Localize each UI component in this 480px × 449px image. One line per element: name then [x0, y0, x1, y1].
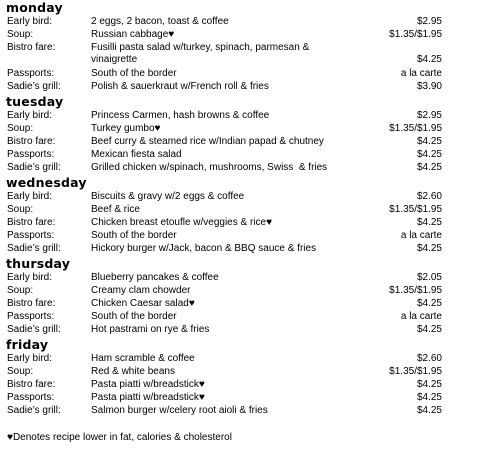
item-description: South of the border	[91, 311, 177, 322]
item-description: 2 eggs, 2 bacon, toast & coffee	[91, 16, 229, 27]
category-label: Early bird:	[7, 110, 53, 121]
item-price: $4.25	[416, 136, 442, 147]
item-description: Princess Carmen, hash browns & coffee	[91, 110, 270, 121]
menu-row	[0, 311, 480, 323]
item-price: $4.25	[416, 54, 442, 65]
category-label: Sadie’s grill:	[7, 405, 61, 416]
item-description: Pasta piatti w/breadstick♥	[91, 392, 205, 403]
category-label: Passports:	[7, 149, 55, 160]
category-label: Early bird:	[7, 191, 53, 202]
category-label: Early bird:	[7, 353, 53, 364]
category-label: Sadie’s grill:	[7, 81, 61, 92]
item-description: Blueberry pancakes & coffee	[91, 272, 219, 283]
menu-row	[0, 42, 480, 66]
item-price: $2.95	[416, 16, 442, 27]
item-description: Grilled chicken w/spinach, mushrooms, Swiss & fries	[91, 162, 328, 173]
category-label: Early bird:	[7, 272, 53, 283]
item-description: Beef & rice	[91, 204, 140, 215]
item-price: $4.25	[416, 217, 442, 228]
item-description: Mexican fiesta salad	[91, 149, 182, 160]
item-price: $2.05	[416, 272, 442, 283]
menu-row	[0, 217, 480, 229]
category-label: Soup:	[7, 123, 34, 134]
item-price: $4.25	[416, 392, 442, 403]
menu-row	[0, 68, 480, 80]
menu-row	[0, 16, 480, 28]
menu-row	[0, 29, 480, 41]
menu-row	[0, 405, 480, 417]
category-label: Sadie’s grill:	[7, 324, 61, 335]
menu-row	[0, 366, 480, 378]
item-price: a la carte	[400, 311, 442, 322]
menu-row	[0, 136, 480, 148]
item-price: $4.25	[416, 149, 442, 160]
item-description: Russian cabbage♥	[91, 29, 175, 40]
day-heading-monday: monday	[6, 0, 63, 15]
item-price: $4.25	[416, 162, 442, 173]
menu-row	[0, 243, 480, 255]
item-description: Fusilli pasta salad w/turkey, spinach, parmesan & vinaigrette	[91, 42, 310, 65]
menu-row	[0, 191, 480, 203]
item-description: Chicken breast etoufle w/veggies & rice♥	[91, 217, 273, 228]
menu-row	[0, 285, 480, 297]
category-label: Early bird:	[7, 16, 53, 27]
item-price: $1.35/$1.95	[389, 204, 442, 215]
menu-row	[0, 324, 480, 336]
menu-row	[0, 149, 480, 161]
item-price: $4.25	[416, 298, 442, 309]
category-label: Passports:	[7, 68, 55, 79]
item-price: $2.60	[416, 191, 442, 202]
category-label: Soup:	[7, 204, 34, 215]
item-price: $1.35/$1.95	[389, 123, 442, 134]
item-price: $1.35/$1.95	[389, 366, 442, 377]
item-description: Ham scramble & coffee	[91, 353, 195, 364]
item-price: a la carte	[400, 230, 442, 241]
item-description: South of the border	[91, 230, 177, 241]
category-label: Bistro fare:	[7, 298, 56, 309]
menu-row	[0, 81, 480, 93]
item-price: $1.35/$1.95	[389, 285, 442, 296]
menu-row	[0, 392, 480, 404]
footnote: ♥Denotes recipe lower in fat, calories & cholesterol	[7, 432, 232, 443]
category-label: Sadie’s grill:	[7, 243, 61, 254]
item-price: $2.60	[416, 353, 442, 364]
item-description: Biscuits & gravy w/2 eggs & coffee	[91, 191, 245, 202]
category-label: Bistro fare:	[7, 136, 56, 147]
item-description: Turkey gumbo♥	[91, 123, 161, 134]
category-label: Passports:	[7, 392, 55, 403]
item-price: $4.25	[416, 243, 442, 254]
category-label: Passports:	[7, 230, 55, 241]
menu-row	[0, 204, 480, 216]
item-description: Pasta piatti w/breadstick♥	[91, 379, 205, 390]
day-heading-tuesday: tuesday	[6, 94, 64, 109]
item-price: $2.95	[416, 110, 442, 121]
category-label: Sadie’s grill:	[7, 162, 61, 173]
category-label: Soup:	[7, 29, 34, 40]
item-price: $1.35/$1.95	[389, 29, 442, 40]
item-description: Red & white beans	[91, 366, 175, 377]
item-description: Hickory burger w/Jack, bacon & BBQ sauce & fries	[91, 243, 317, 254]
item-description: Creamy clam chowder	[91, 285, 191, 296]
menu-row	[0, 230, 480, 242]
menu-row	[0, 353, 480, 365]
day-heading-wednesday: wednesday	[6, 175, 87, 190]
category-label: Soup:	[7, 285, 34, 296]
item-price: $4.25	[416, 405, 442, 416]
item-description: Chicken Caesar salad♥	[91, 298, 195, 309]
day-heading-thursday: thursday	[6, 256, 71, 271]
menu-row	[0, 272, 480, 284]
category-label: Passports:	[7, 311, 55, 322]
item-price: $4.25	[416, 379, 442, 390]
item-price: $4.25	[416, 324, 442, 335]
category-label: Bistro fare:	[7, 42, 56, 53]
item-price: a la carte	[400, 68, 442, 79]
item-description: Beef curry & steamed rice w/Indian papad & chutney	[91, 136, 324, 147]
category-label: Bistro fare:	[7, 379, 56, 390]
category-label: Soup:	[7, 366, 34, 377]
menu-row	[0, 162, 480, 174]
menu-row	[0, 298, 480, 310]
item-description: Salmon burger w/celery root aioli & fries	[91, 405, 268, 416]
item-price: $3.90	[416, 81, 442, 92]
item-description: South of the border	[91, 68, 177, 79]
item-description: Hot pastrami on rye & fries	[91, 324, 210, 335]
menu-row	[0, 123, 480, 135]
category-label: Bistro fare:	[7, 217, 56, 228]
menu-row	[0, 110, 480, 122]
day-heading-friday: friday	[6, 337, 49, 352]
item-description: Polish & sauerkraut w/French roll & fries	[91, 81, 269, 92]
menu-row	[0, 379, 480, 391]
